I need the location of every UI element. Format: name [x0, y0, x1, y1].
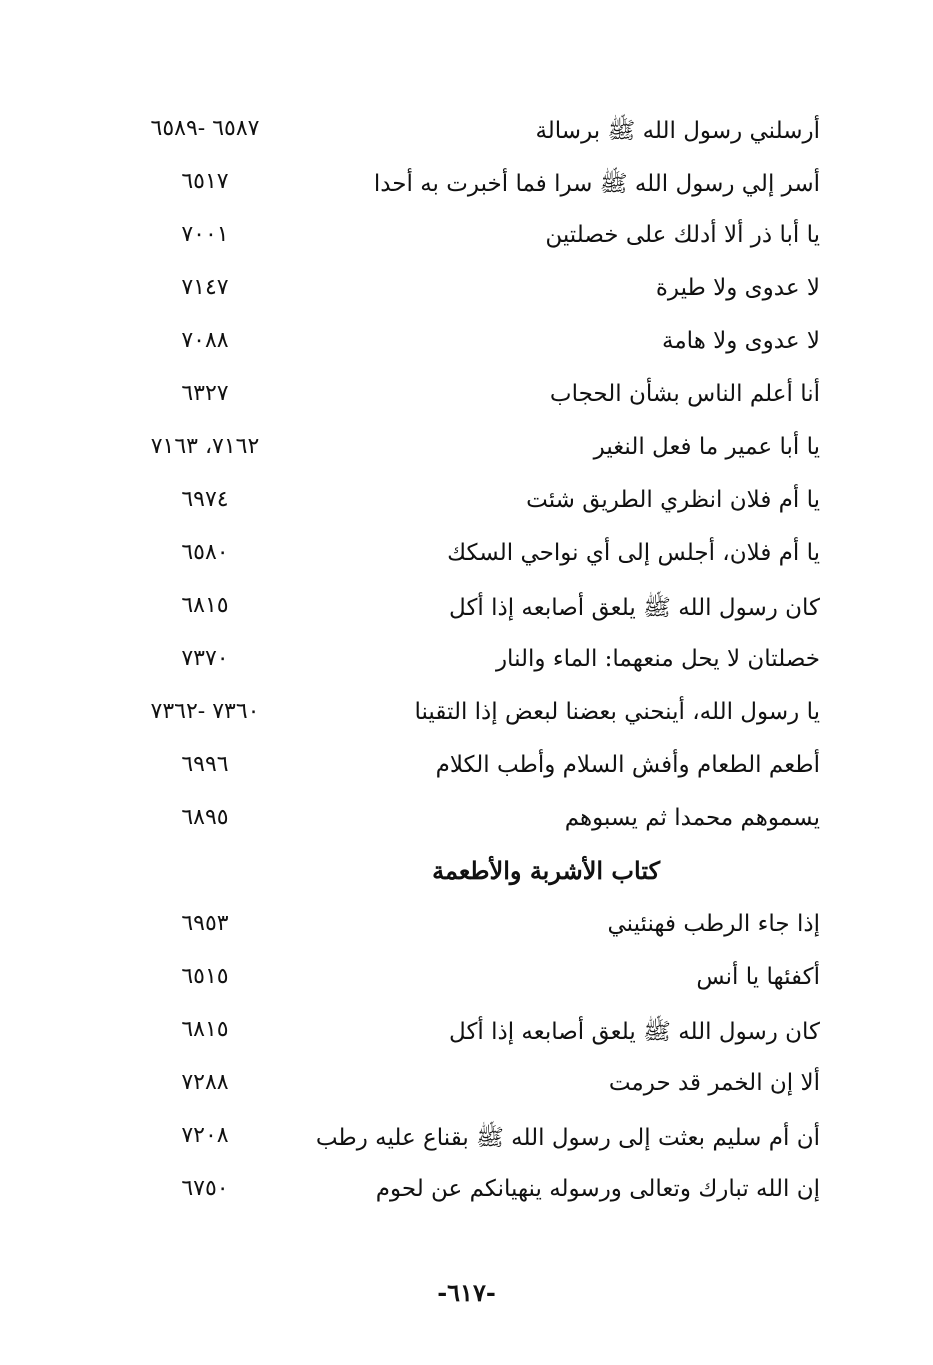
hadith-number: ٦٨١٥ [181, 593, 229, 618]
hadith-number: ٦٥٨٧ -٦٥٨٩ [150, 116, 260, 141]
hadith-text: أنا أعلم الناس بشأن الحجاب [549, 381, 820, 407]
index-row [120, 214, 820, 267]
index-row [120, 479, 820, 532]
hadith-number: ٧٢٨٨ [181, 1070, 229, 1095]
hadith-text: لا عدوى ولا طيرة [655, 275, 820, 301]
hadith-text: أرسلني رسول الله ﷺ برسالة [535, 118, 820, 144]
hadith-text: يا أبا ذر ألا أدلك على خصلتين [545, 222, 820, 248]
hadith-text: يا أم فلان، أجلس إلى أي نواحي السكك [447, 540, 820, 566]
hadith-number: ٦٨٩٥ [181, 805, 229, 830]
index-row [120, 797, 820, 850]
hadith-number: ٦٥١٧ [181, 169, 229, 194]
hadith-number: ٧٣٦٠ -٧٣٦٢ [150, 699, 260, 724]
hadith-text: كان رسول الله ﷺ يلعق أصابعه إذا أكل [449, 595, 820, 621]
index-row [120, 108, 820, 161]
hadith-text: يسموهم محمدا ثم يسبوهم [564, 805, 820, 831]
hadith-number: ٧٢٠٨ [181, 1123, 229, 1148]
index-row [120, 744, 820, 797]
hadith-text: خصلتان لا يحل منعهما: الماء والنار [495, 646, 820, 672]
hadith-text: إن الله تبارك وتعالى ورسوله ينهيانكم عن لحوم [375, 1176, 820, 1202]
index-row [120, 532, 820, 585]
hadith-text: يا رسول الله، أينحني بعضنا لبعض إذا التقينا [414, 699, 820, 725]
section-heading [120, 850, 820, 903]
index-row [120, 585, 820, 638]
index-row [120, 161, 820, 214]
index-row [120, 1168, 820, 1221]
index-row [120, 267, 820, 320]
hadith-text: أسر إلي رسول الله ﷺ سرا فما أخبرت به أحدا [373, 171, 820, 197]
index-row [120, 691, 820, 744]
hadith-text: كان رسول الله ﷺ يلعق أصابعه إذا أكل [449, 1019, 820, 1045]
index-row [120, 1115, 820, 1168]
hadith-number: ٦٩٧٤ [181, 487, 229, 512]
hadith-number: ٦٨١٥ [181, 1017, 229, 1042]
hadith-text: يا أبا عمير ما فعل النغير [593, 434, 820, 460]
page-number: -٦١٧- [437, 1278, 496, 1307]
index-row [120, 638, 820, 691]
hadith-text: ألا إن الخمر قد حرمت [608, 1070, 820, 1096]
index-row [120, 1062, 820, 1115]
hadith-number: ٧١٦٢، ٧١٦٣ [150, 434, 260, 459]
hadith-number: ٧١٤٧ [181, 275, 229, 300]
section-title: كتاب الأشربة والأطعمة [432, 856, 660, 885]
hadith-text: أكفئها يا أنس [696, 964, 820, 990]
hadith-number: ٧٠٨٨ [181, 328, 229, 353]
hadith-number: ٦٥٨٠ [181, 540, 229, 565]
hadith-number: ٦٩٩٦ [181, 752, 229, 777]
index-row [120, 956, 820, 1009]
hadith-number: ٧٠٠١ [181, 222, 229, 247]
hadith-number: ٦٧٥٠ [181, 1176, 229, 1201]
index-row [120, 373, 820, 426]
hadith-number: ٧٣٧٠ [181, 646, 229, 671]
index-row [120, 1009, 820, 1062]
index-list [120, 108, 820, 1221]
index-row [120, 426, 820, 479]
hadith-number: ٦٩٥٣ [181, 911, 229, 936]
index-row [120, 320, 820, 373]
index-row [120, 903, 820, 956]
hadith-text: لا عدوى ولا هامة [662, 328, 820, 354]
hadith-text: إذا جاء الرطب فهنئيني [607, 911, 820, 937]
hadith-text: أطعم الطعام وأفش السلام وأطب الكلام [435, 752, 820, 778]
hadith-number: ٦٥١٥ [181, 964, 229, 989]
hadith-text: يا أم فلان انظري الطريق شئت [526, 487, 820, 513]
hadith-text: أن أم سليم بعثت إلى رسول الله ﷺ بقناع عليه رطب [315, 1125, 820, 1151]
hadith-number: ٦٣٢٧ [181, 381, 229, 406]
